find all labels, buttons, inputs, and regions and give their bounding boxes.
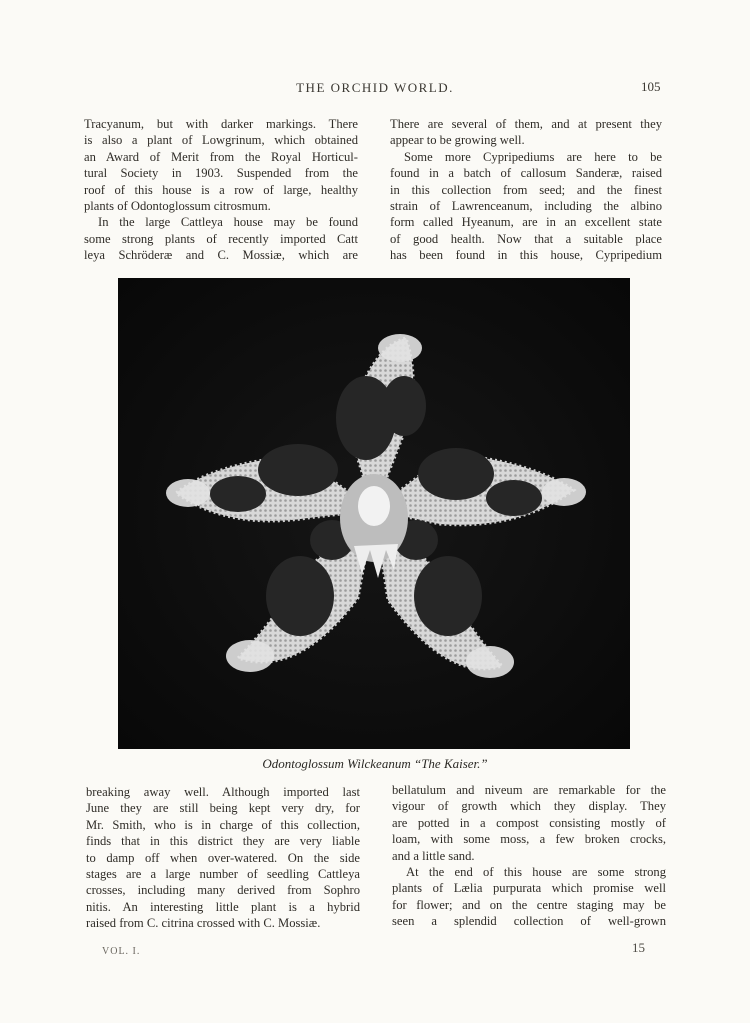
text-line: strain of Lawrenceanum, including the albino xyxy=(390,199,662,214)
text-line: raised from C. citrina crossed with C. Mossiæ. xyxy=(86,916,321,931)
orchid-flower-illustration xyxy=(118,278,630,749)
volume-mark: VOL. I. xyxy=(102,946,141,957)
text-line: plants of Lælia purpurata which promise well xyxy=(392,881,666,896)
running-header-title: THE ORCHID WORLD. xyxy=(296,80,454,95)
text-line: found in a batch of callosum Sanderæ, raised xyxy=(390,166,662,181)
bottom-right-column xyxy=(392,782,666,930)
caption-species: Odontoglossum Wilckeanum xyxy=(262,756,411,771)
text-line: bellatulum and niveum are remarkable for the xyxy=(392,783,666,797)
bottom-left-column xyxy=(86,784,360,932)
orchid-photograph xyxy=(118,278,630,749)
text-line: and a little sand. xyxy=(392,848,475,863)
text-line: to damp off when over-watered. On the side xyxy=(86,850,360,865)
text-line: loam, with some moss, a few broken crocks, xyxy=(392,832,666,847)
top-left-column xyxy=(84,116,358,264)
text-line: Mr. Smith, who is in charge of this collection, xyxy=(86,817,360,832)
text-line: appear to be growing well. xyxy=(390,133,525,148)
text-line: roof of this house is a row of large, healthy xyxy=(84,182,358,197)
text-line: vigour of growth which they display. They xyxy=(392,799,666,814)
figure-caption xyxy=(0,756,750,772)
text-line: In the large Cattleya house may be found xyxy=(98,215,358,230)
page-number: 105 xyxy=(641,79,661,94)
text-line: some strong plants of recently imported Catt xyxy=(84,231,358,246)
text-line: in this collection from seed; and the finest xyxy=(390,182,662,197)
text-line: At the end of this house are some strong xyxy=(406,865,666,880)
text-line: There are several of them, and at present they xyxy=(390,117,662,131)
text-line: of good health. Now that a suitable place xyxy=(390,231,662,246)
text-line: seen a splendid collection of well-grown xyxy=(392,914,666,929)
text-line: has been found in this house, Cypripedium xyxy=(390,248,662,263)
text-line: for flower; and on the centre staging may be xyxy=(392,897,666,912)
text-line: an Award of Merit from the Royal Horticul- xyxy=(84,149,358,164)
text-line: Tracyanum, but with darker markings. There xyxy=(84,117,358,131)
text-line: Some more Cypripediums are here to be xyxy=(404,149,662,164)
text-line: breaking away well. Although imported last xyxy=(86,785,360,799)
text-line: stages are a large number of seedling Cattleya xyxy=(86,867,360,882)
text-line: plants of Odontoglossum citrosmum. xyxy=(84,199,271,214)
signature-mark: 15 xyxy=(632,940,645,955)
text-line: are potted in a compost consisting mostly of xyxy=(392,815,666,830)
text-line: form called Hyeanum, are in an excellent state xyxy=(390,215,662,230)
caption-variety: “The Kaiser.” xyxy=(413,756,488,771)
text-line: is also a plant of Lowgrinum, which obtained xyxy=(84,133,358,148)
text-line: tural Society in 1903. Suspended from the xyxy=(84,166,358,181)
top-right-column xyxy=(390,116,662,264)
text-line: leya Schröderæ and C. Mossiæ, which are xyxy=(84,248,358,263)
text-line: finds that in this district they are very liable xyxy=(86,834,360,849)
text-line: June they are still being kept very dry, for xyxy=(86,801,360,816)
text-line: nitis. An interesting little plant is a hybrid xyxy=(86,899,360,914)
text-line: crosses, including many derived from Sophro xyxy=(86,883,360,898)
